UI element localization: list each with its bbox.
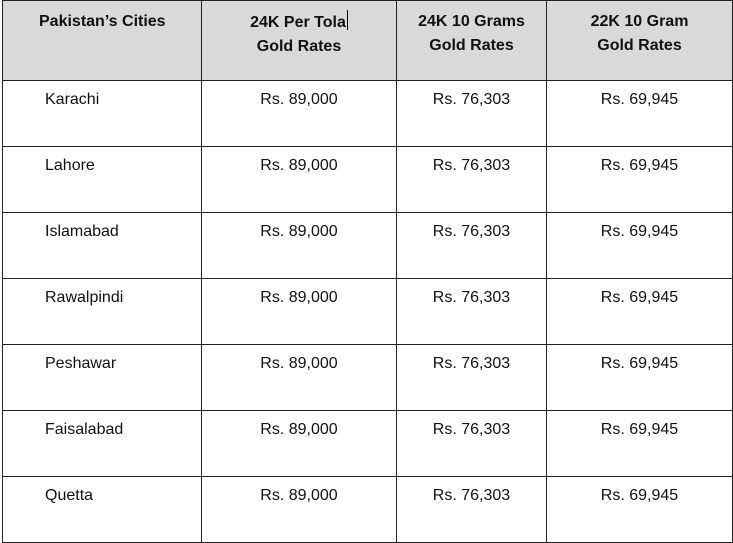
rate-24k-per-tola-cell[interactable]: Rs. 89,000 <box>202 147 397 213</box>
city-cell[interactable]: Karachi <box>3 81 202 147</box>
rate-22k-10-gram-cell[interactable]: Rs. 69,945 <box>547 411 733 477</box>
rate-24k-per-tola-cell[interactable]: Rs. 89,000 <box>202 477 397 543</box>
header-24k-10-grams[interactable] <box>397 1 547 81</box>
rate-24k-per-tola-cell[interactable]: Rs. 89,000 <box>202 411 397 477</box>
rate-24k-10-grams-cell[interactable]: Rs. 76,303 <box>397 411 547 477</box>
table-row <box>3 477 733 543</box>
rate-24k-10-grams-cell[interactable]: Rs. 76,303 <box>397 81 547 147</box>
rate-24k-per-tola-cell[interactable]: Rs. 89,000 <box>202 213 397 279</box>
table-row <box>3 279 733 345</box>
rate-22k-10-gram-cell[interactable]: Rs. 69,945 <box>547 213 733 279</box>
rate-22k-10-gram-cell[interactable]: Rs. 69,945 <box>547 279 733 345</box>
rate-24k-per-tola-cell[interactable]: Rs. 89,000 <box>202 279 397 345</box>
table-row <box>3 213 733 279</box>
header-22k-10-gram-line1: 22K 10 Gram <box>590 13 689 30</box>
rate-24k-10-grams-cell[interactable]: Rs. 76,303 <box>397 345 547 411</box>
header-cities: Pakistan’s Cities <box>3 1 202 81</box>
rate-22k-10-gram-cell[interactable]: Rs. 69,945 <box>547 477 733 543</box>
city-cell[interactable]: Faisalabad <box>3 411 202 477</box>
city-cell[interactable]: Rawalpindi <box>3 279 202 345</box>
rate-24k-10-grams-cell[interactable]: Rs. 76,303 <box>397 279 547 345</box>
city-cell[interactable]: Peshawar <box>3 345 202 411</box>
rate-24k-per-tola-cell[interactable]: Rs. 89,000 <box>202 81 397 147</box>
city-cell[interactable]: Lahore <box>3 147 202 213</box>
rate-22k-10-gram-cell[interactable]: Rs. 69,945 <box>547 147 733 213</box>
rate-22k-10-gram-cell[interactable]: Rs. 69,945 <box>547 345 733 411</box>
text-cursor <box>347 10 348 30</box>
rate-24k-10-grams-cell[interactable]: Rs. 76,303 <box>397 147 547 213</box>
rate-24k-per-tola-cell[interactable]: Rs. 89,000 <box>202 345 397 411</box>
city-cell[interactable]: Quetta <box>3 477 202 543</box>
table-row <box>3 411 733 477</box>
header-24k-per-tola[interactable] <box>202 1 397 81</box>
table-row <box>3 81 733 147</box>
table-row <box>3 345 733 411</box>
gold-rates-table <box>2 0 733 543</box>
rate-24k-10-grams-cell[interactable]: Rs. 76,303 <box>397 477 547 543</box>
header-24k-per-tola-line1: 24K Per Tola <box>202 10 396 35</box>
header-24k-10-grams-line1: 24K 10 Grams <box>418 13 525 30</box>
table-row <box>3 147 733 213</box>
rate-22k-10-gram-cell[interactable]: Rs. 69,945 <box>547 81 733 147</box>
header-22k-10-gram[interactable] <box>547 1 733 81</box>
table-header-row <box>3 1 733 81</box>
header-24k-10-grams-line2: Gold Rates <box>429 37 514 54</box>
city-cell[interactable]: Islamabad <box>3 213 202 279</box>
header-24k-per-tola-line2: Gold Rates <box>256 38 342 55</box>
header-22k-10-gram-line2: Gold Rates <box>597 37 682 54</box>
rate-24k-10-grams-cell[interactable]: Rs. 76,303 <box>397 213 547 279</box>
